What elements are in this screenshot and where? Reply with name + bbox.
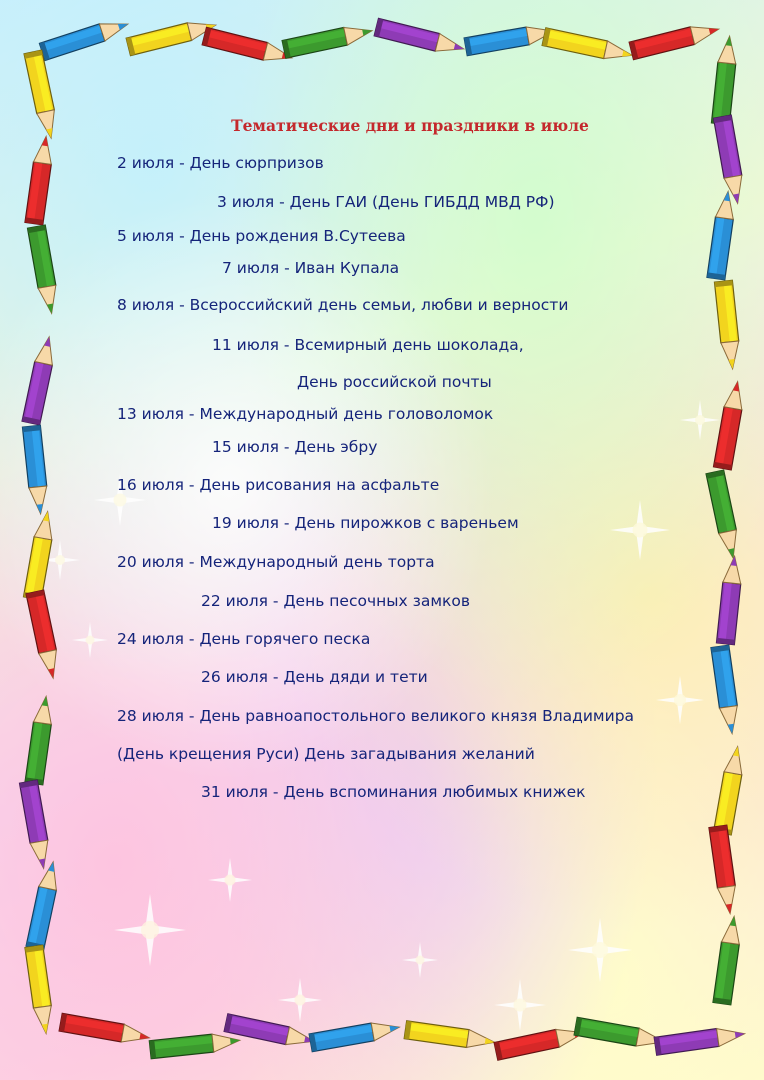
holiday-line: 16 июля - День рисования на асфальте: [117, 476, 440, 494]
pencil: [25, 695, 55, 785]
pencil: [707, 190, 737, 280]
sparkle: [568, 918, 632, 982]
holiday-line: 31 июля - День вспоминания любимых книжек: [201, 783, 586, 801]
pencil: [374, 18, 466, 57]
pencil: [224, 1014, 316, 1050]
holiday-line: День российской почты: [297, 373, 492, 391]
sparkle: [610, 500, 670, 560]
pencil: [709, 825, 739, 915]
pencil: [26, 590, 62, 680]
sparkle: [72, 622, 108, 658]
pencil: [22, 335, 58, 425]
pencil: [23, 510, 56, 600]
holiday-line: 20 июля - Международный день торта: [117, 553, 435, 571]
pencil: [59, 1013, 151, 1046]
holiday-line: 7 июля - Иван Купала: [222, 259, 400, 277]
holiday-line: 3 июля - День ГАИ (День ГИБДД МВД РФ): [217, 193, 555, 211]
pencil: [711, 645, 741, 735]
pencil: [706, 470, 742, 560]
sparkle: [278, 978, 322, 1022]
pencil: [713, 915, 743, 1005]
holiday-line: 2 июля - День сюрпризов: [117, 154, 324, 172]
pencil: [714, 280, 741, 369]
sparkle: [656, 676, 704, 724]
holiday-line: 26 июля - День дяди и тети: [201, 668, 428, 686]
pencil: [19, 780, 52, 870]
holiday-line: 8 июля - Всероссийский день семьи, любви и верности: [117, 296, 569, 314]
sparkle: [680, 400, 720, 440]
pencil: [26, 860, 62, 950]
sparkle: [402, 942, 438, 978]
pencil: [202, 27, 294, 66]
pencil: [25, 945, 55, 1035]
sparkle: [114, 894, 186, 966]
sparkle: [208, 858, 252, 902]
pencil: [149, 1031, 240, 1058]
holiday-line: (День крещения Руси) День загадывания желаний: [117, 745, 535, 763]
holiday-line: 24 июля - День горячего песка: [117, 630, 371, 648]
pencil: [542, 28, 634, 64]
holiday-line: 19 июля - День пирожков с вареньем: [212, 514, 519, 532]
pencil: [27, 225, 60, 315]
pencil: [711, 35, 738, 124]
holiday-line: 11 июля - Всемирный день шоколада,: [212, 336, 524, 354]
pencil: [494, 1024, 586, 1060]
holiday-line: 15 июля - День эбру: [212, 438, 378, 456]
pencil: [22, 425, 49, 514]
holiday-line: 5 июля - День рождения В.Сутеева: [117, 227, 406, 245]
pencil: [309, 1018, 401, 1051]
holiday-line: 28 июля - День равноапостольного великого князя Владимира: [117, 707, 635, 725]
pencil: [404, 1021, 496, 1051]
holiday-line: 22 июля - День песочных замков: [201, 592, 471, 610]
pencil: [716, 555, 743, 644]
pencil: [39, 16, 130, 61]
pencil: [629, 20, 721, 59]
page-heading: Тематические дни и праздники в июле: [231, 116, 589, 135]
pencil: [654, 1025, 746, 1055]
pencil: [574, 1017, 666, 1050]
pencil: [25, 135, 55, 225]
holiday-line: 13 июля - Международный день головоломок: [117, 405, 494, 423]
sparkle: [494, 979, 546, 1031]
pencil: [282, 22, 374, 58]
pencil: [464, 22, 556, 55]
pencil: [713, 745, 746, 835]
pencil: [713, 380, 746, 470]
